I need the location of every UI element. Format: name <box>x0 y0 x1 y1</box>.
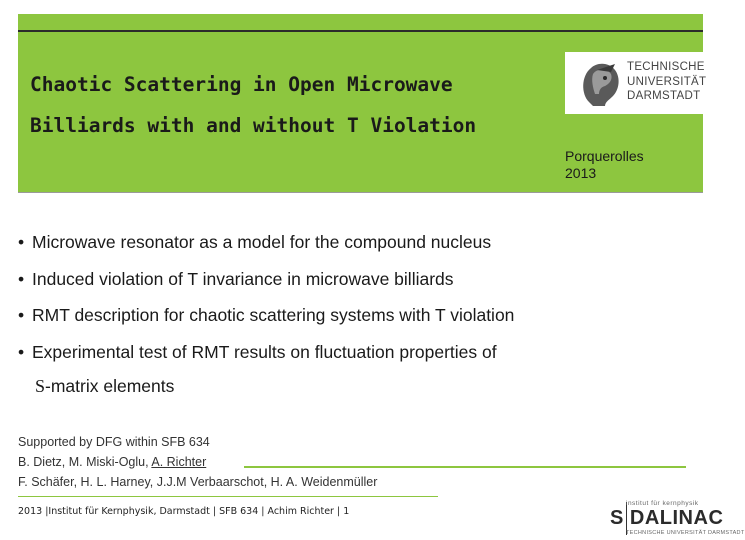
banner-bottom-divider <box>18 192 703 193</box>
sdalinac-logo-wordmark: S DALINAC <box>610 507 724 529</box>
bullet-item <box>18 228 514 265</box>
s-matrix-symbol: S <box>35 376 46 396</box>
bullet-continuation-text: -matrix elements <box>45 376 175 396</box>
bullet-item <box>18 265 514 302</box>
authors-line-1 <box>18 452 377 472</box>
bullet-marker: • <box>18 268 25 289</box>
tu-darmstadt-logo <box>565 52 707 114</box>
authors-green-rule <box>244 466 686 468</box>
bullet-marker: • <box>18 341 25 362</box>
bullet-item <box>18 338 514 375</box>
slide-title-line-2: Billiards with and without T Violation <box>30 114 477 137</box>
bullet-text: Microwave resonator as a model for the compound nucleus <box>32 232 492 252</box>
bullet-continuation <box>35 372 174 400</box>
bullet-item <box>18 301 514 338</box>
bullet-text: RMT description for chaotic scattering systems with T violation <box>32 305 515 325</box>
bullet-list <box>18 228 514 374</box>
header-top-strip <box>18 14 703 30</box>
bullet-marker: • <box>18 305 25 325</box>
venue-name: Porquerolles <box>565 148 644 164</box>
bullet-text: Experimental test of RMT results on fluctuation properties of <box>32 341 497 362</box>
bullet-marker: • <box>18 232 25 252</box>
funding-note: Supported by DFG within SFB 634 <box>18 435 210 449</box>
venue-year: 2013 <box>565 165 597 181</box>
authors-line-2: F. Schäfer, H. L. Harney, J.J.M Verbaarschot, H. A. Weidenmüller <box>18 475 378 489</box>
bullet-text: Induced violation of T invariance in microwave billiards <box>32 268 454 289</box>
university-name-line-2: UNIVERSITÄT <box>627 75 707 88</box>
sdalinac-logo <box>608 500 745 536</box>
footer-divider <box>18 496 438 497</box>
university-name <box>627 60 706 104</box>
athena-seal-icon <box>575 56 625 110</box>
presenter-name: A. Richter <box>151 455 207 469</box>
slide-footer: 2013 |Institut für Kernphysik, Darmstadt | SFB 634 | Achim Richter | 1 <box>18 506 350 517</box>
slide-title-line-1: Chaotic Scattering in Open Microwave <box>30 73 453 96</box>
university-name-line-1: TECHNISCHE <box>627 61 705 73</box>
sdalinac-logo-subtext: TECHNISCHE UNIVERSITÄT DARMSTADT <box>626 530 745 536</box>
slide-title <box>30 64 550 146</box>
venue-label <box>565 148 644 182</box>
university-name-line-3: DARMSTADT <box>627 90 701 102</box>
sdalinac-logo-top-text: institut für kernphysik <box>626 500 699 507</box>
support-credits <box>18 432 377 492</box>
authors-line-1-prefix: B. Dietz, M. Miski-Oglu, <box>18 455 152 469</box>
